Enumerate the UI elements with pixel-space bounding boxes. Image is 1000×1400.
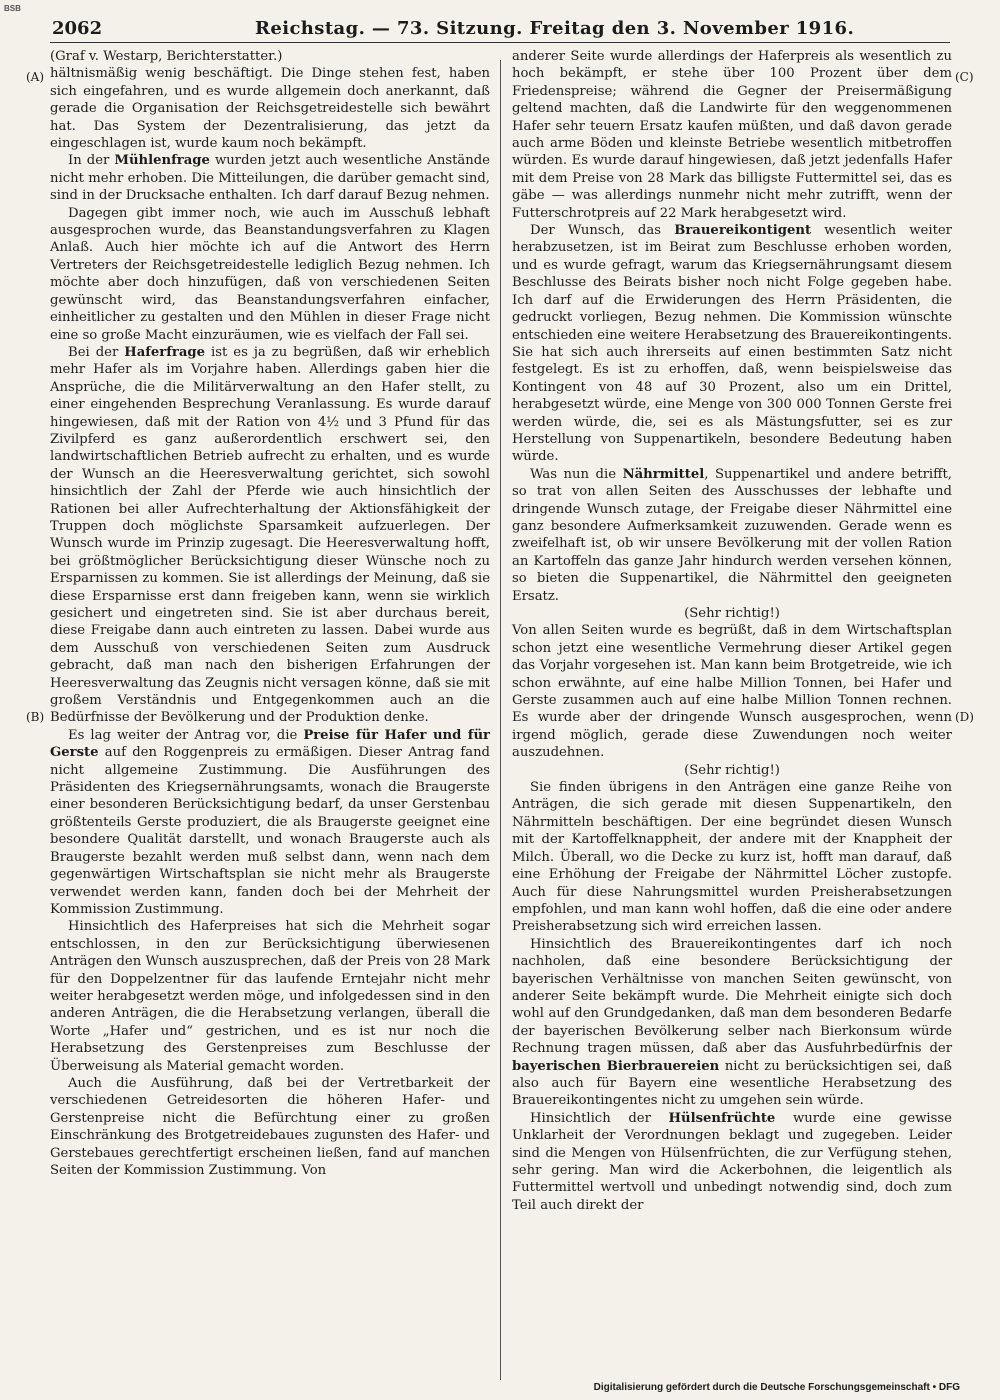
paragraph: Von allen Seiten wurde es begrüßt, daß in dem Wirtschaftsplan schon jetzt eine wesentliche Vermehrung dieser Artikel gegen das Vorjahr vorgesehen ist. Man kann beim Brotgetreide, wie ich schon erwähnte, auf eine halbe Million Tonnen, bei Hafer und Gerste zusammen auch auf eine halbe Million Tonnen rechnen. Es wurde aber der dringende Wunsch ausgesprochen, wenn irgend möglich, gerade diese Zuwendungen noch weiter auszudehnen. xyxy=(512,623,952,761)
paragraph: Bei der Haferfrage ist es ja zu begrüßen, daß wir erheblich mehr Hafer als im Vorjahre haben. Allerdings gaben hier die Ansprüche, die die Militärverwaltung an den Hafer stellt, zu einer eingehenden Besprechung Veranlassung. Es wurde darauf hingewiesen, daß mit der Ration von 4½ und 3 Pfund für das Zivilpferd es ganz außerordentlich erschwert sei, den landwirtschaftlichen Betrieb aufrecht zu erhalten, und es wurde der Wunsch an die Heeresverwaltung gerichtet, sich sowohl hinsichtlich der Zahl der Pferde wie auch hinsichtlich der Rationen bei aller Aufrechterhaltung der Aktionsfähigkeit der Truppen doch möglichste Sparsamkeit aufzuerlegen. Der Wunsch wurde im Prinzip zugesagt. Die Heeresverwaltung hofft, bei größtmöglicher Berücksichtigung dieser Wünsche noch zu Ersparnissen zu kommen. Sie ist allerdings der Meinung, daß sie diese Ersparnisse erst dann freigeben kann, wenn sie wirklich gesichert und eingetreten sind. Sie ist aber durchaus bereit, diese Freigabe dann auch eintreten zu lassen. Dabei wurde aus dem Ausschuß von verschiedenen Seiten zum Ausdruck gebracht, daß man nach den bisherigen Erfahrungen der Heeresverwaltung das Zeugnis nicht versagen könne, daß sie mit großem Verständnis und Entgegenkommen auch an die Bedürfnisse der Bevölkerung und der Produktion denke. xyxy=(50,344,490,726)
emphasis: Hülsenfrüchte xyxy=(668,1110,776,1126)
paragraph: Der Wunsch, das Brauereikontigent wesentlich weiter herabzusetzen, ist im Beirat zum Beschlusse erhoben worden, und es wurde gefragt, warum das Kriegsernährungsamt diesem Beschlusse des Beirats bisher noch nicht Folge gegeben habe. Ich darf auf die Erwiderungen des Herrn Präsidenten, die gedruckt vorliegen, Bezug nehmen. Die Kommission wünschte entschieden eine weitere Herabsetzung des Brauereikontingents. Sie hat sich auch ihrerseits auf einen bestimmten Satz nicht festgelegt. Es ist zu erhoffen, daß, wenn beispielsweise das Kontingent von 48 auf 30 Prozent, also um ein Drittel, herabgesetzt würde, eine Menge von 300 000 Tonnen Gerste frei werden würde, die, sei es als Mästungsfutter, sei es zur Herstellung von Suppenartikeln, besondere Bedeutung haben würde. xyxy=(512,223,952,465)
paragraph: Hinsichtlich des Haferpreises hat sich die Mehrheit sogar entschlossen, in den zur Berücksichtigung überwiesenen Anträgen den Wunsch auszusprechen, daß der Preis von 28 Mark für den Doppelzentner für das laufende Erntejahr nicht mehr weiter herabgesetzt werden möge, und infolgedessen sind in den anderen Anträgen, die die Herabsetzung verlangen, überall die Worte „Hafer und“ gestrichen, und es ist nur noch die Herabsetzung des Gerstenpreises zum Beschlusse der Überweisung als Material gemacht worden. xyxy=(50,919,490,1074)
paragraph: Es lag weiter der Antrag vor, die Preise für Hafer und für Gerste auf den Roggenpreis zu ermäßigen. Dieser Antrag fand nicht allgemeine Zustimmung. Die Ausführungen des Präsidenten des Kriegsernährungsamts, wonach die Braugerste einer besonderen Berücksichtigung bedarf, da unser Gerstenbau größtenteils Gerste produziert, die als Braugerste geeignet eine besondere Qualität darstellt, und wonach Braugerste auch als Braugerste bezahlt werden muß selbst dann, wenn nach dem gegenwärtigen Wirtschaftsplan sie nicht mehr als Braugerste verwendet werden kann, fanden doch bei der Mehrheit der Kommission Zustimmung. xyxy=(50,727,490,917)
paragraph: Hinsichtlich der Hülsenfrüchte wurde eine gewisse Unklarheit der Verordnungen beklagt und zugegeben. Leider sind die Mengen von Hülsenfrüchten, die zur Verfügung stehen, sehr gering. Man wird die Ackerbohnen, die leigentlich als Futtermittel wertvoll und unbedingt notwendig sind, doch zum Teil auch direkt der xyxy=(512,1110,952,1213)
paragraph: anderer Seite wurde allerdings der Haferpreis als wesentlich zu hoch bekämpft, er stehe über 100 Prozent über dem Friedenspreise; während die Gegner der Preisermäßigung geltend machten, daß die Landwirte für den weggenommenen Hafer sehr teuern Ersatz kaufen müßten, und daß davon gerade auch arme Böden und kleinste Betriebe wesentlich mitbetroffen würden. Es wurde darauf hingewiesen, daß jetzt jedenfalls Hafer mit dem Preise von 28 Mark das billigste Futtermittel sei, das es gäbe — was allerdings nunmehr nicht mehr zutrifft, wenn der Futterschrotpreis auf 22 Mark herabgesetzt wird. xyxy=(512,49,952,221)
paragraph: Sie finden übrigens in den Anträgen eine ganze Reihe von Anträgen, die sich gerade mit diesen Suppenartikeln, den Nährmitteln beschäftigen. Der eine begründet diesen Wunsch mit der Kartoffelknappheit, der andere mit der Knappheit der Milch. Überall, wo die Decke zu kurz ist, hofft man darauf, daß eine Erhöhung der Freigabe der Nährmittel Löcher zustopfe. Auch für diese Nahrungsmittel wurden Preisherabsetzungen empfohlen, und man kann wohl hoffen, daß die eine oder andere Preisherabsetzung sich wird erreichen lassen. xyxy=(512,780,952,935)
header-rule xyxy=(50,42,950,43)
paragraph: Was nun die Nährmittel, Suppenartikel und andere betrifft, so trat von allen Seiten des Ausschusses der lebhafte und dringende Wunsch zutage, der Freigabe dieser Nährmittel eine ganz besondere Aufmerksamkeit zuzuwenden. Gerade wenn es zweifelhaft ist, ob wir unsere Bevölkerung mit der vollen Ration an Kartoffeln das ganze Jahr hindurch werden versehen können, so bieten die Suppenartikel, die Nährmittel den geeigneten Ersatz. xyxy=(512,466,953,604)
emphasis: Haferfrage xyxy=(124,344,206,360)
page-number: 2062 xyxy=(52,18,103,39)
margin-mark-d: (D) xyxy=(955,710,974,724)
speaker-line: (Graf v. Westarp, Berichterstatter.) xyxy=(50,49,283,64)
emphasis: bayerischen Bierbrauereien xyxy=(512,1058,720,1074)
left-column xyxy=(50,48,490,1179)
emphasis: Preise für Hafer und für Gerste xyxy=(50,727,490,761)
paragraph: hältnismäßig wenig beschäftigt. Die Dinge stehen fest, haben sich eingefahren, und es wurde allgemein doch anerkannt, daß gerade die Organisation der Reichsgetreidestelle sich bewährt hat. Das System der Dezentralisierung, das jetzt da eingeschlagen ist, wurde kaum noch bekämpft. xyxy=(50,66,490,152)
emphasis: Mühlenfrage xyxy=(114,153,210,169)
column-divider xyxy=(500,60,501,1380)
scan-label: BSB xyxy=(4,4,21,13)
interjection: (Sehr richtig!) xyxy=(684,606,780,621)
paragraph: Auch die Ausführung, daß bei der Vertretbarkeit der verschiedenen Getreidesorten die höheren Hafer- und Gerstenpreise nicht die Befürchtung einer zu großen Einschränkung des Brotgetreidebaues zugunsten des Hafer- und Gerstebaues gerechtfertigt erscheinen ließen, fand auf manchen Seiten der Kommission Zustimmung. Von xyxy=(50,1075,490,1178)
paragraph: In der Mühlenfrage wurden jetzt auch wesentliche Anstände nicht mehr erhoben. Die Mitteilungen, die darüber gemacht sind, sind in der Drucksache enthalten. Ich darf darauf Bezug nehmen. xyxy=(50,153,490,204)
interjection: (Sehr richtig!) xyxy=(684,762,780,778)
running-header: Reichstag. — 73. Sitzung. Freitag den 3. November 1916. xyxy=(255,18,855,39)
margin-mark-c: (C) xyxy=(955,70,974,84)
paragraph: Hinsichtlich des Brauereikontingentes darf ich noch nachholen, daß eine besondere Berücksichtigung der bayerischen Verhältnisse von manchen Seiten gewünscht, von anderer Seite bekämpft wurde. Die Mehrheit einigte sich doch wohl auf den Grundgedanken, daß man dem besonderen Bedarfe der bayerischen Bevölkerung selber nach Bierkonsum würde Rechnung tragen müssen, daß aber das Ausfuhrbedürfnis der bayerischen Bierbrauereien nicht zu berücksichtigen sei, daß also auch für Bayern eine wesentliche Herabsetzung des Brauereikontingentes nicht zu umgehen sein würde. xyxy=(512,936,952,1109)
margin-mark-b: (B) xyxy=(26,710,45,724)
margin-mark-a: (A) xyxy=(26,70,45,84)
digitization-footer: Digitalisierung gefördert durch die Deutsche Forschungsgemeinschaft • DFG xyxy=(593,1382,960,1393)
right-column xyxy=(512,48,952,1214)
paragraph: Dagegen gibt immer noch, wie auch im Ausschuß lebhaft ausgesprochen wurde, das Beanstandungsverfahren zu Klagen Anlaß. Auch hier möchte ich auf die Antwort des Herrn Vertreters der Reichsgetreidestelle lediglich Bezug nehmen. Ich möchte aber doch hinzufügen, daß von verschiedenen Seiten gewünscht wird, das Beanstandungsverfahren einfacher, einheitlicher zu gestalten und den Mühlen in dieser Frage nicht eine so große Macht einzuräumen, wie es vielfach der Fall sei. xyxy=(50,205,490,343)
emphasis: Brauereikontigent xyxy=(674,223,812,239)
emphasis: Nährmittel xyxy=(622,466,705,482)
